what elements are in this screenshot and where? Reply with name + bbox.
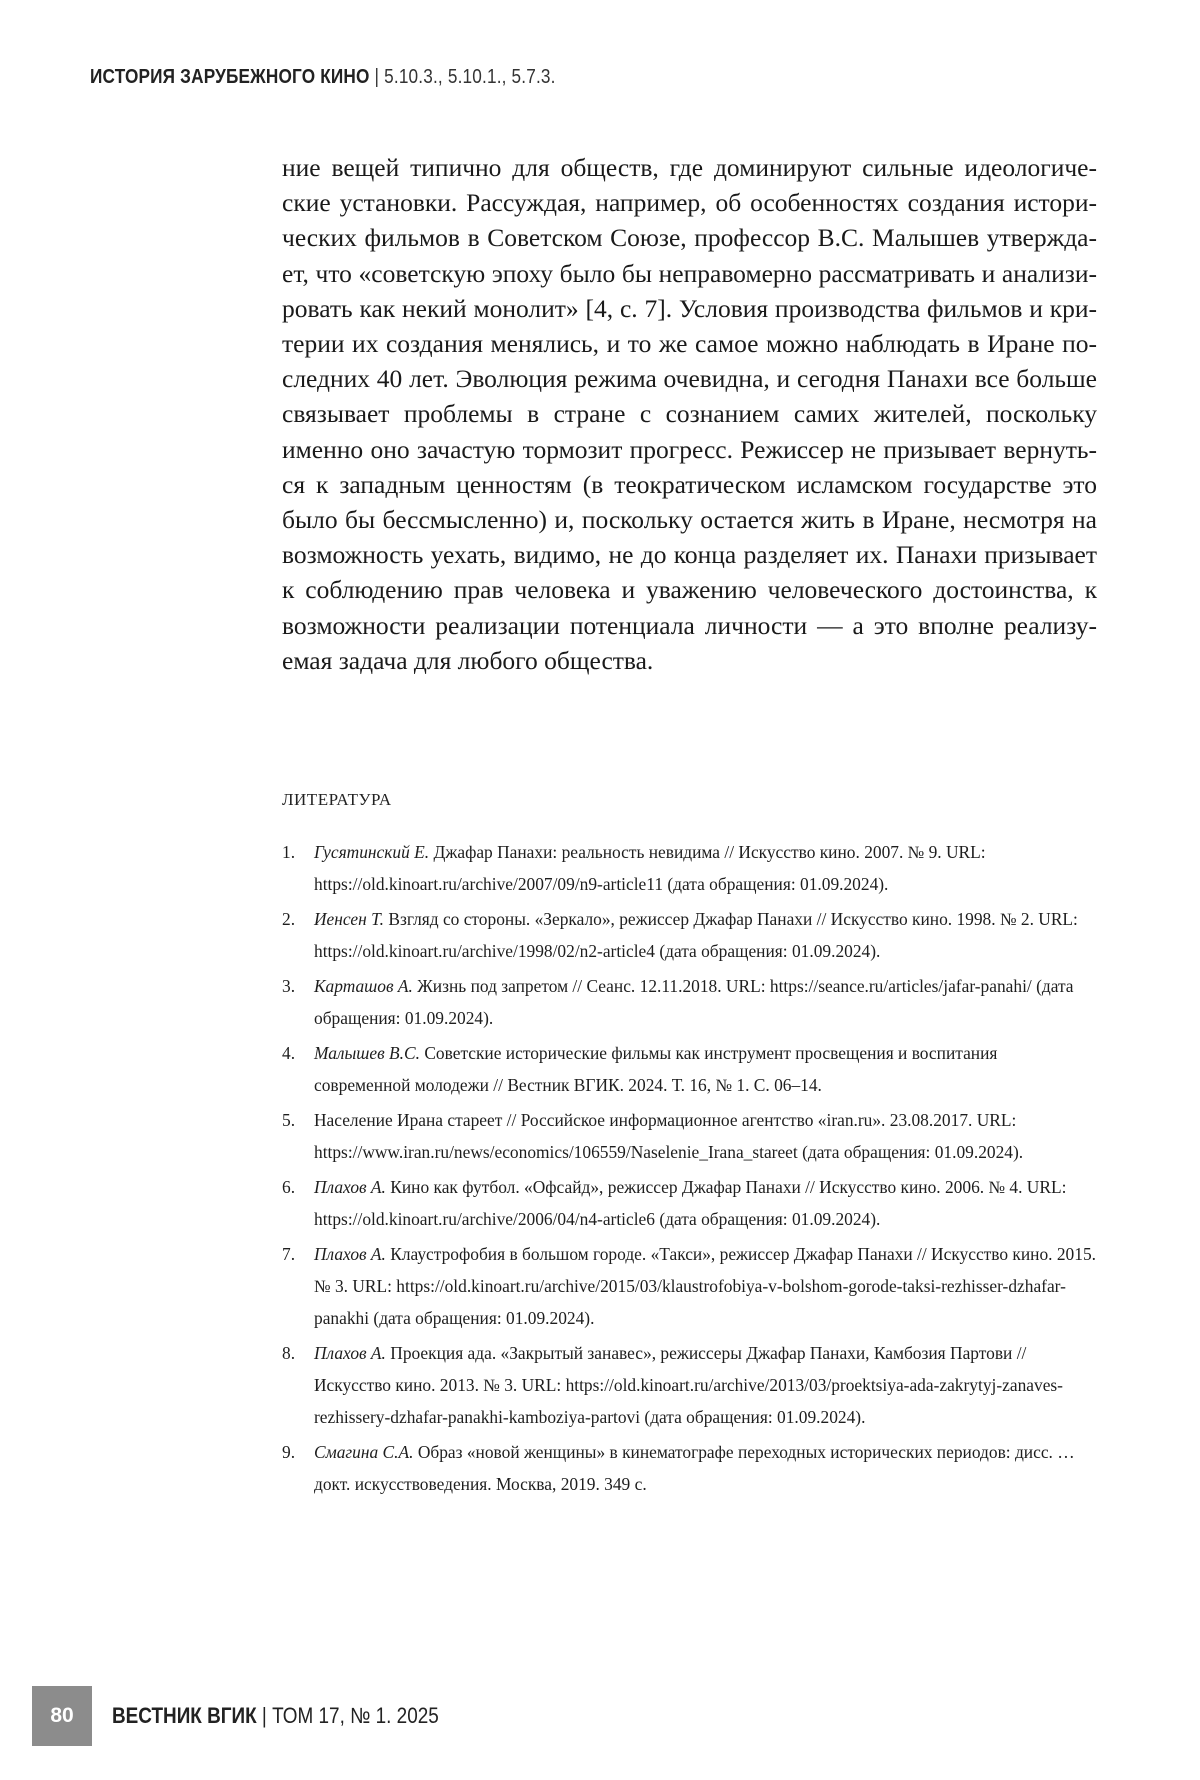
reference-item	[282, 970, 1097, 1034]
reference-text: Население Ирана стареет // Российское информационное агентство «iran.ru». 23.08.2017. URL: https://www.iran.ru/news/economics/106559/Naselenie_Irana_stareet (дата обращения: 01.09.2024).	[314, 1110, 1023, 1162]
reference-item	[282, 836, 1097, 900]
journal-name: ВЕСТНИК ВГИК	[112, 1703, 257, 1728]
page-number-box	[32, 1686, 92, 1746]
reference-number: 2.	[282, 903, 295, 935]
reference-text: Образ «новой женщины» в кинематографе переходных исторических периодов: дисс. … докт. искусствоведения. Москва, 2019. 349 с.	[314, 1442, 1075, 1494]
reference-author: Гусятинский Е.	[314, 842, 429, 862]
section-title: ИСТОРИЯ ЗАРУБЕЖНОГО КИНО	[90, 66, 370, 88]
reference-text: Жизнь под запретом // Сеанс. 12.11.2018. URL: https://seance.ru/articles/jafar-panahi/ (дата обращения: 01.09.2024).	[314, 976, 1074, 1028]
reference-text: Советские исторические фильмы как инструмент просвещения и воспитания современной молодежи // Вестник ВГИК. 2024. Т. 16, № 1. С. 06–14.	[314, 1043, 997, 1095]
reference-number: 6.	[282, 1171, 295, 1203]
reference-number: 5.	[282, 1104, 295, 1136]
reference-number: 3.	[282, 970, 295, 1002]
literature-heading: ЛИТЕРАТУРА	[282, 790, 392, 810]
running-head	[90, 66, 556, 89]
reference-item	[282, 1436, 1097, 1500]
reference-text: Джафар Панахи: реальность невидима // Искусство кино. 2007. № 9. URL: https://old.kinoart.ru/archive/2007/09/n9-article11 (дата обращения: 01.09.2024).	[314, 842, 986, 894]
footer-journal	[112, 1703, 439, 1729]
volume-issue: ТОМ 17, № 1. 2025	[272, 1703, 439, 1728]
reference-text: Кино как футбол. «Офсайд», режиссер Джафар Панахи // Искусство кино. 2006. № 4. URL: https://old.kinoart.ru/archive/2006/04/n4-article6 (дата обращения: 01.09.2024).	[314, 1177, 1066, 1229]
footer-separator: |	[257, 1703, 272, 1728]
reference-number: 8.	[282, 1337, 295, 1369]
reference-item	[282, 1037, 1097, 1101]
page-number: 80	[50, 1704, 73, 1728]
reference-author: Плахов А.	[314, 1343, 386, 1363]
reference-item	[282, 1238, 1097, 1334]
running-head-separator: |	[370, 66, 385, 88]
reference-list	[282, 836, 1097, 1503]
reference-author: Иенсен Т.	[314, 909, 384, 929]
reference-item	[282, 1104, 1097, 1168]
reference-number: 1.	[282, 836, 295, 868]
reference-author: Малышев В.С.	[314, 1043, 420, 1063]
reference-author: Плахов А.	[314, 1177, 386, 1197]
page-footer	[32, 1686, 492, 1746]
reference-item	[282, 903, 1097, 967]
reference-text: Проекция ада. «Закрытый занавес», режиссеры Джафар Панахи, Камбозия Партови // Искусство кино. 2013. № 3. URL: https://old.kinoart.ru/archive/2013/03/proektsiya-ada-zakrytyj-zanaves-rezhissery-dzhafar-panakhi-kamboziya-partovi (дата обращения: 01.09.2024).	[314, 1343, 1063, 1427]
reference-author: Плахов А.	[314, 1244, 386, 1264]
reference-text: Клаустрофобия в большом городе. «Такси», режиссер Джафар Панахи // Искусство кино. 2015. № 3. URL: https://old.kinoart.ru/archive/2015/03/klaustrofobiya-v-bolshom-gorode-taksi-rezhisser-dzhafar-panakhi (дата обращения: 01.09.2024).	[314, 1244, 1096, 1328]
reference-text: Взгляд со стороны. «Зеркало», режиссер Джафар Панахи // Искусство кино. 1998. № 2. URL: https://old.kinoart.ru/archive/1998/02/n2-article4 (дата обращения: 01.09.2024).	[314, 909, 1078, 961]
reference-number: 7.	[282, 1238, 295, 1270]
specialty-codes: 5.10.3., 5.10.1., 5.7.3.	[384, 66, 555, 88]
reference-number: 4.	[282, 1037, 295, 1069]
reference-number: 9.	[282, 1436, 295, 1468]
reference-author: Смагина С.А.	[314, 1442, 413, 1462]
reference-item	[282, 1171, 1097, 1235]
body-text	[282, 150, 1097, 678]
body-paragraph: ние ве­щей ти­пич­но для об­ществ, где до­ми­ни­ру­ют силь­ные идео­ло­ги­че­ские ус­та­нов­ки. Рас­суж­дая, на­при­мер, об осо­бен­но­стях соз­да­ния ис­то­ри­че­ских филь­мов в Со­вет­ском Со­ю­зе, про­фес­сор В.С. Ма­лы­шев ут­вер­жда­ет, что «со­вет­скую эпо­ху бы­ло бы не­пра­во­мер­но рас­смат­ри­вать и ана­ли­зи­ро­вать как не­кий мо­но­лит» [4, с. 7]. Ус­ло­вия про­из­вод­ства филь­мов и кри­те­рии их соз­да­ния ме­ня­лись, и то же са­мое мож­но на­блю­дать в Ира­не по­след­них 40 лет. Эво­лю­ция ре­жи­ма оче­вид­на, и се­год­ня Па­на­хи все боль­ше свя­зы­ва­ет про­бле­мы в стра­не с соз­на­ни­ем са­мих жи­те­лей, по­сколь­ку имен­но оно за­час­тую тор­мо­зит про­гресс. Ре­жис­сер не при­зы­ва­ет вер­нуть­ся к за­пад­ным цен­но­стям (в тео­кра­ти­че­ском ис­лам­ском го­су­дар­стве это бы­ло бы бес­смыс­лен­но) и, по­сколь­ку ос­та­ет­ся жить в Ира­не, не­смот­ря на воз­мож­ность уе­хать, ви­ди­мо, не до кон­ца раз­де­ля­ет их. Па­на­хи при­зы­ва­ет к со­блю­де­нию прав че­ло­ве­ка и ува­же­нию че­ло­ве­че­ско­го дос­то­ин­ства, к воз­мож­но­сти реа­ли­за­ции по­тен­циа­ла лич­но­сти — а это впол­не реа­ли­зу­емая за­да­ча для лю­бо­го об­ще­ства.	[282, 150, 1097, 678]
reference-item	[282, 1337, 1097, 1433]
reference-author: Карташов А.	[314, 976, 413, 996]
